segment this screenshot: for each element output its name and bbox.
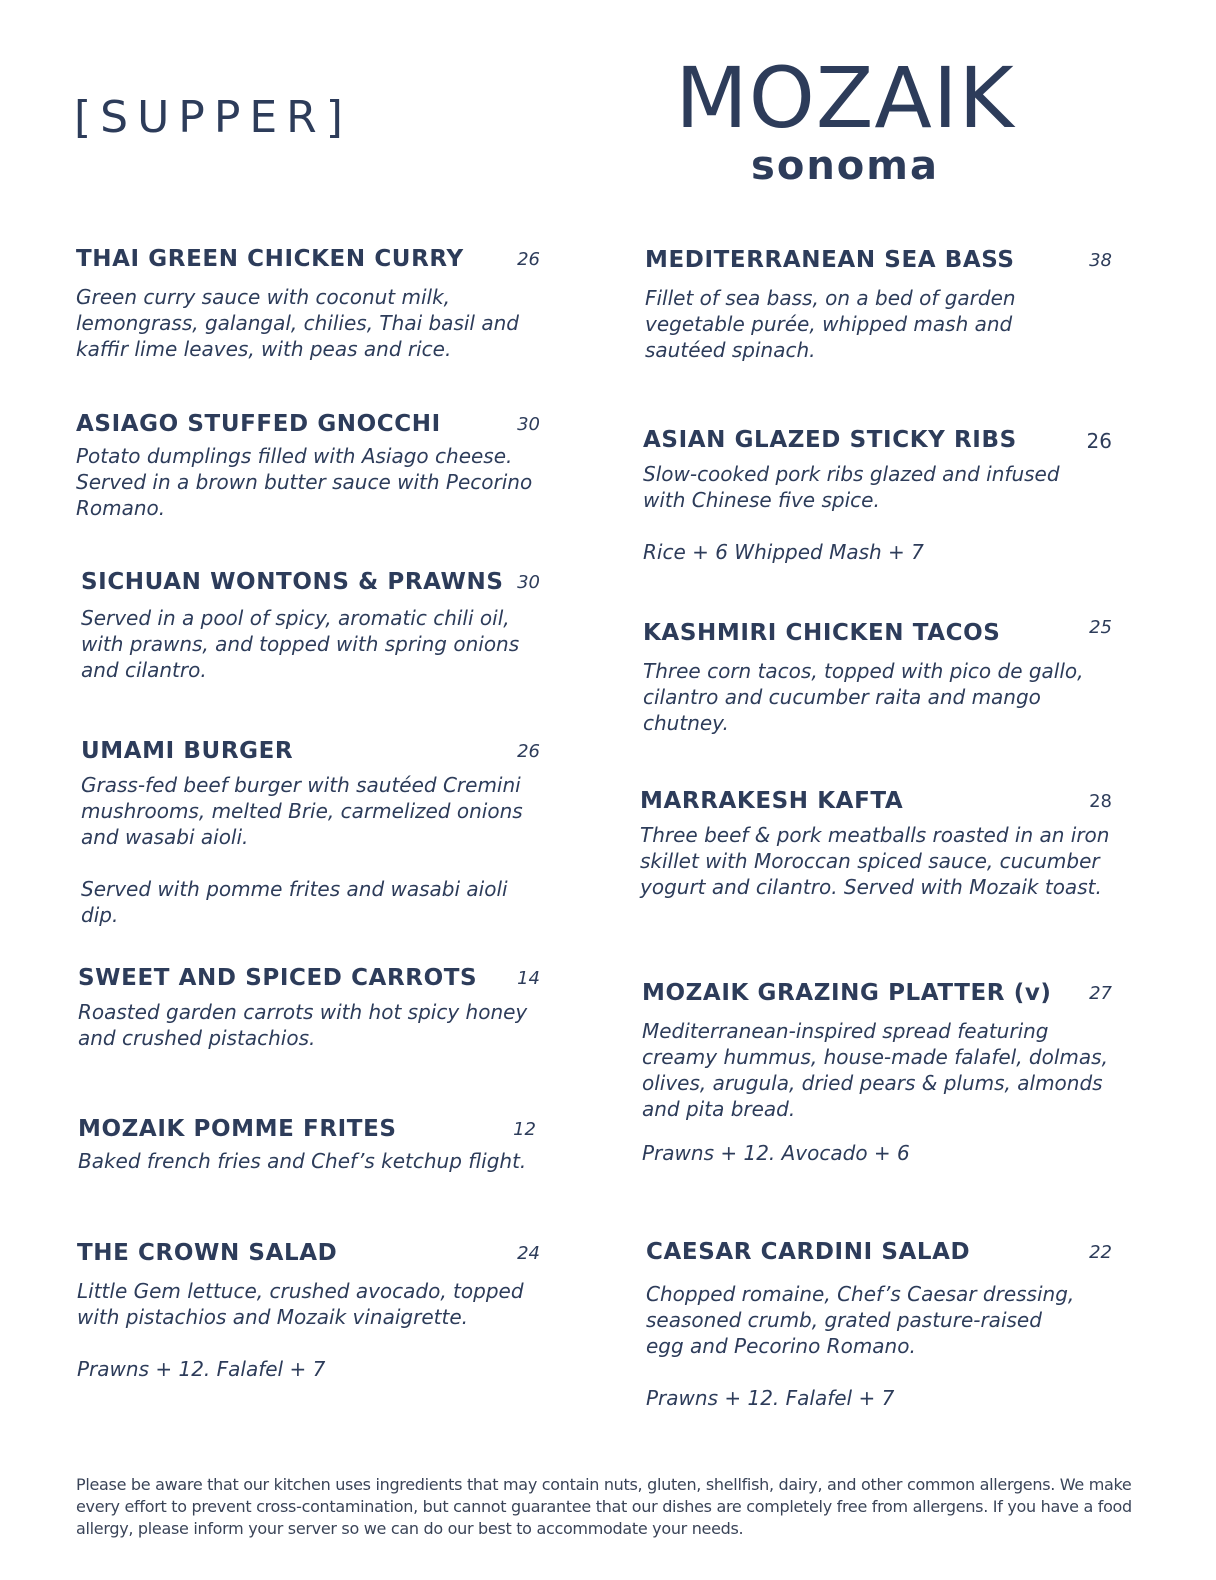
item-name: SICHUAN WONTONS & PRAWNS	[81, 569, 504, 595]
item-name: SWEET AND SPICED CARROTS	[78, 965, 478, 991]
item-description: Mediterranean-inspired spread featuring creamy hummus, house-made falafel, dolmas, olives, arugula, dried pears & plums, almonds and pita bread.	[642, 1019, 1108, 1121]
item-price: 25	[1089, 617, 1112, 638]
item-name: KASHMIRI CHICKEN TACOS	[643, 620, 1001, 646]
item-description: Roasted garden carrots with hot spicy honey and crushed pistachios.	[78, 1000, 528, 1050]
item-addons: Prawns + 12. Falafel + 7	[77, 1357, 326, 1381]
item-name: MEDITERRANEAN SEA BASS	[645, 247, 1015, 273]
menu-item-the-crown-salad	[77, 1238, 540, 1382]
menu-item-asian-glazed-sticky-ribs	[643, 425, 1112, 565]
item-description: Three beef & pork meatballs roasted in an iron skillet with Moroccan spiced sauce, cucumber yogurt and cilantro. Served with Mozaik toast.	[640, 823, 1110, 899]
item-price: 28	[1089, 791, 1112, 812]
item-name: MOZAIK POMME FRITES	[78, 1116, 397, 1142]
item-price: 26	[517, 741, 540, 762]
brand-location: sonoma	[751, 143, 939, 189]
allergen-notice: Please be aware that our kitchen uses ingredients that may contain nuts, gluten, shellfish, dairy, and other common allergens. We make every effort to prevent cross-contamination, but cannot guarantee that our dishes are completely free from allergens. If you have a food allergy, please inform your server so we can do our best to accommodate your needs.	[76, 1475, 1132, 1538]
item-price: 26	[1086, 429, 1112, 453]
item-description: Slow-cooked pork ribs glazed and infused with Chinese five spice.	[643, 462, 1060, 512]
brand-name: MOZAIK	[675, 49, 1015, 147]
item-name: ASIAN GLAZED STICKY RIBS	[643, 427, 1017, 453]
item-description: Baked french fries and Chef’s ketchup flight.	[78, 1149, 527, 1173]
menu-item-kashmiri-chicken-tacos	[643, 618, 1112, 736]
item-name: MOZAIK GRAZING PLATTER (v)	[642, 980, 1052, 1006]
item-price: 38	[1089, 250, 1112, 271]
item-price: 14	[517, 968, 540, 989]
item-price: 12	[513, 1119, 536, 1140]
menu-item-thai-green-chicken-curry	[76, 244, 540, 362]
item-addons: Rice + 6 Whipped Mash + 7	[643, 540, 924, 564]
item-description: Three corn tacos, topped with pico de gallo, cilantro and cucumber raita and mango chutney.	[643, 659, 1084, 735]
brand-logo	[660, 49, 1030, 189]
item-name: MARRAKESH KAFTA	[640, 788, 904, 814]
item-addons: Prawns + 12. Avocado + 6	[642, 1141, 910, 1165]
item-name: UMAMI BURGER	[81, 738, 294, 764]
menu-item-mozaik-pomme-frites	[78, 1114, 536, 1174]
menu-item-caesar-cardini-salad	[646, 1237, 1112, 1411]
item-name: THAI GREEN CHICKEN CURRY	[76, 246, 464, 272]
item-description: Green curry sauce with coconut milk, lemongrass, galangal, chilies, Thai basil and kaffir lime leaves, with peas and rice.	[76, 285, 519, 361]
menu-item-umami-burger	[81, 736, 540, 928]
menu-item-sweet-and-spiced-carrots	[78, 963, 540, 1051]
menu-item-marrakesh-kafta	[640, 786, 1112, 900]
section-title: [SUPPER]	[74, 92, 352, 143]
item-description: Potato dumplings filled with Asiago cheese. Served in a brown butter sauce with Pecorino Romano.	[76, 444, 533, 520]
item-name: THE CROWN SALAD	[77, 1240, 338, 1266]
item-name: CAESAR CARDINI SALAD	[646, 1239, 971, 1265]
menu-item-sichuan-wontons-prawns	[81, 567, 540, 683]
item-description: Chopped romaine, Chef’s Caesar dressing, seasoned crumb, grated pasture-raised egg and Pecorino Romano.	[646, 1282, 1075, 1358]
item-price: 30	[517, 414, 540, 435]
menu-item-asiago-stuffed-gnocchi	[76, 409, 540, 521]
item-description: Grass-fed beef burger with sautéed Cremini mushrooms, melted Brie, carmelized onions and wasabi aioli.	[81, 773, 523, 849]
item-description: Fillet of sea bass, on a bed of garden vegetable purée, whipped mash and sautéed spinach.	[645, 286, 1016, 362]
item-addons: Prawns + 12. Falafel + 7	[646, 1386, 895, 1410]
item-price: 22	[1089, 1242, 1112, 1263]
item-price: 27	[1089, 983, 1112, 1004]
item-description: Served in a pool of spicy, aromatic chili oil, with prawns, and topped with spring onions and cilantro.	[81, 606, 520, 682]
menu-item-mozaik-grazing-platter	[642, 978, 1112, 1166]
item-name: ASIAGO STUFFED GNOCCHI	[76, 411, 441, 437]
item-price: 24	[517, 1243, 540, 1264]
item-note: Served with pomme frites and wasabi aioli dip.	[81, 877, 508, 927]
item-price: 30	[517, 572, 540, 593]
menu-item-mediterranean-sea-bass	[645, 245, 1112, 363]
item-price: 26	[517, 249, 540, 270]
item-description: Little Gem lettuce, crushed avocado, topped with pistachios and Mozaik vinaigrette.	[77, 1279, 524, 1329]
